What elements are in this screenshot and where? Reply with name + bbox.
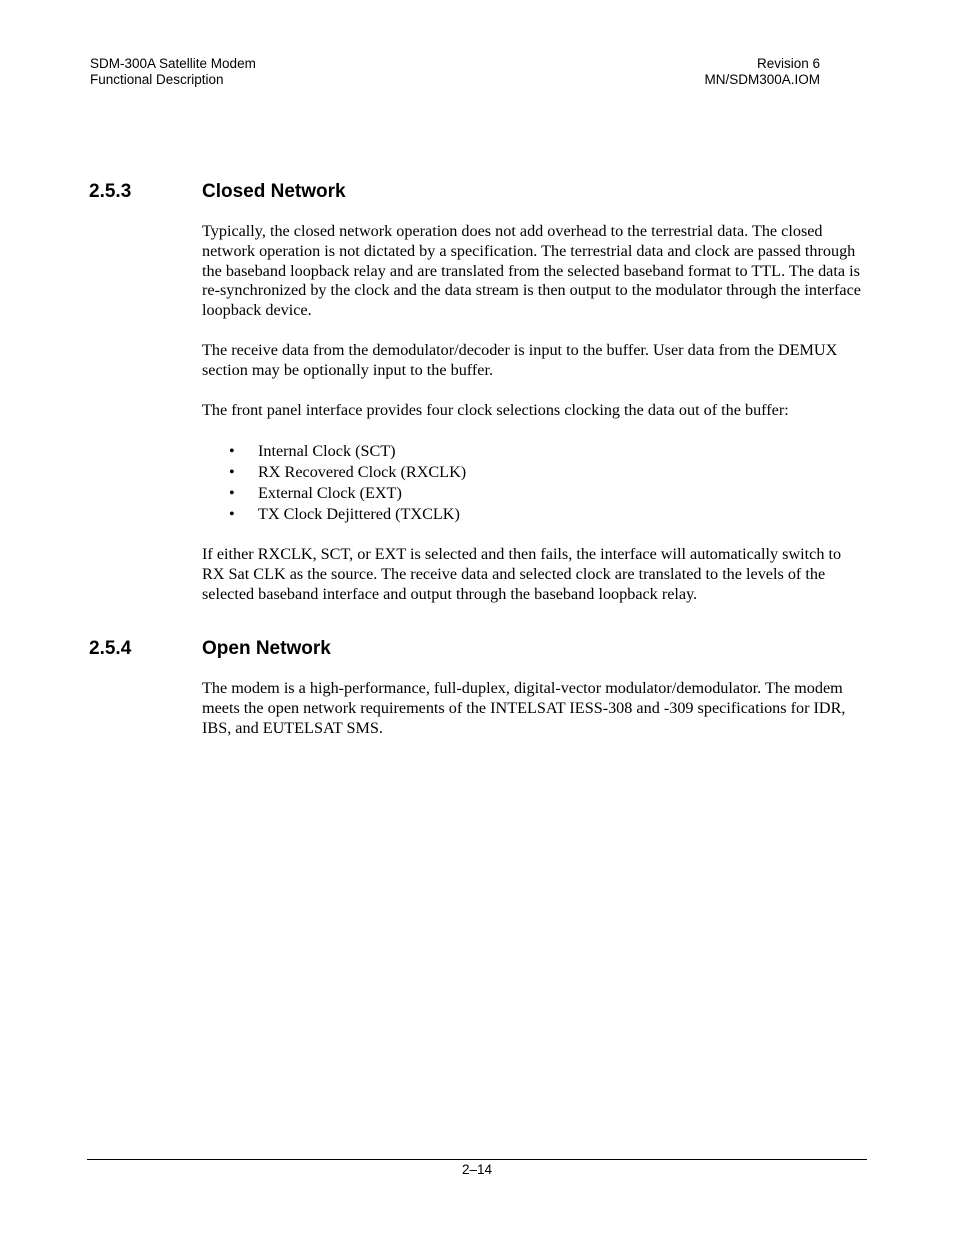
bullet-icon: • — [229, 463, 235, 482]
page-header-left — [90, 56, 256, 88]
paragraph: The front panel interface provides four clock selections clocking the data out of the buffer: — [202, 400, 789, 419]
section-heading-closed-network — [89, 181, 346, 203]
list-item: • Internal Clock (SCT) — [229, 442, 396, 461]
header-chapter-title: Functional Description — [90, 72, 224, 87]
header-document-number: MN/SDM300A.IOM — [704, 72, 820, 87]
section-title: Open Network — [202, 638, 331, 659]
section-body-closed-network — [202, 222, 867, 605]
header-revision: Revision 6 — [756, 56, 820, 71]
page-number: 2–14 — [461, 1162, 493, 1177]
page-header-right — [640, 56, 820, 88]
section-heading-open-network — [89, 638, 331, 660]
footer-divider — [87, 1159, 867, 1160]
section-body-open-network — [202, 679, 867, 738]
paragraph: Typically, the closed network operation does not add overhead to the terrestrial data. The closed network operation is not dictated by a specification. The terrestrial data and clock are passed through the baseband loopback relay and are translated from the selected baseband format to TTL. The data is re-synchronized by the clock and the data stream is then output to the modulator through the interface loopback device. — [202, 222, 861, 320]
paragraph: The modem is a high-performance, full-duplex, digital-vector modulator/demodulator. The modem meets the open network requirements of the INTELSAT IESS-308 and -309 specifications for IDR, IBS, and EUTELSAT SMS. — [202, 679, 846, 737]
bullet-icon: • — [229, 442, 235, 461]
list-item: • RX Recovered Clock (RXCLK) — [229, 463, 467, 482]
paragraph: If either RXCLK, SCT, or EXT is selected and then fails, the interface will automatically switch to RX Sat CLK as the source. The receive data and selected clock are translated to the levels of the selected baseband interface and output through the baseband loopback relay. — [202, 545, 842, 603]
header-document-title: SDM-300A Satellite Modem — [90, 56, 256, 71]
clock-selection-list — [202, 441, 867, 525]
list-item: • External Clock (EXT) — [229, 484, 402, 503]
bullet-icon: • — [229, 484, 235, 503]
list-item: • TX Clock Dejittered (TXCLK) — [229, 505, 460, 524]
section-number: 2.5.4 — [89, 638, 132, 659]
section-title: Closed Network — [202, 181, 346, 202]
bullet-icon: • — [229, 505, 235, 524]
paragraph: The receive data from the demodulator/decoder is input to the buffer. User data from the DEMUX section may be optionally input to the buffer. — [202, 340, 838, 379]
section-number: 2.5.3 — [89, 181, 132, 202]
